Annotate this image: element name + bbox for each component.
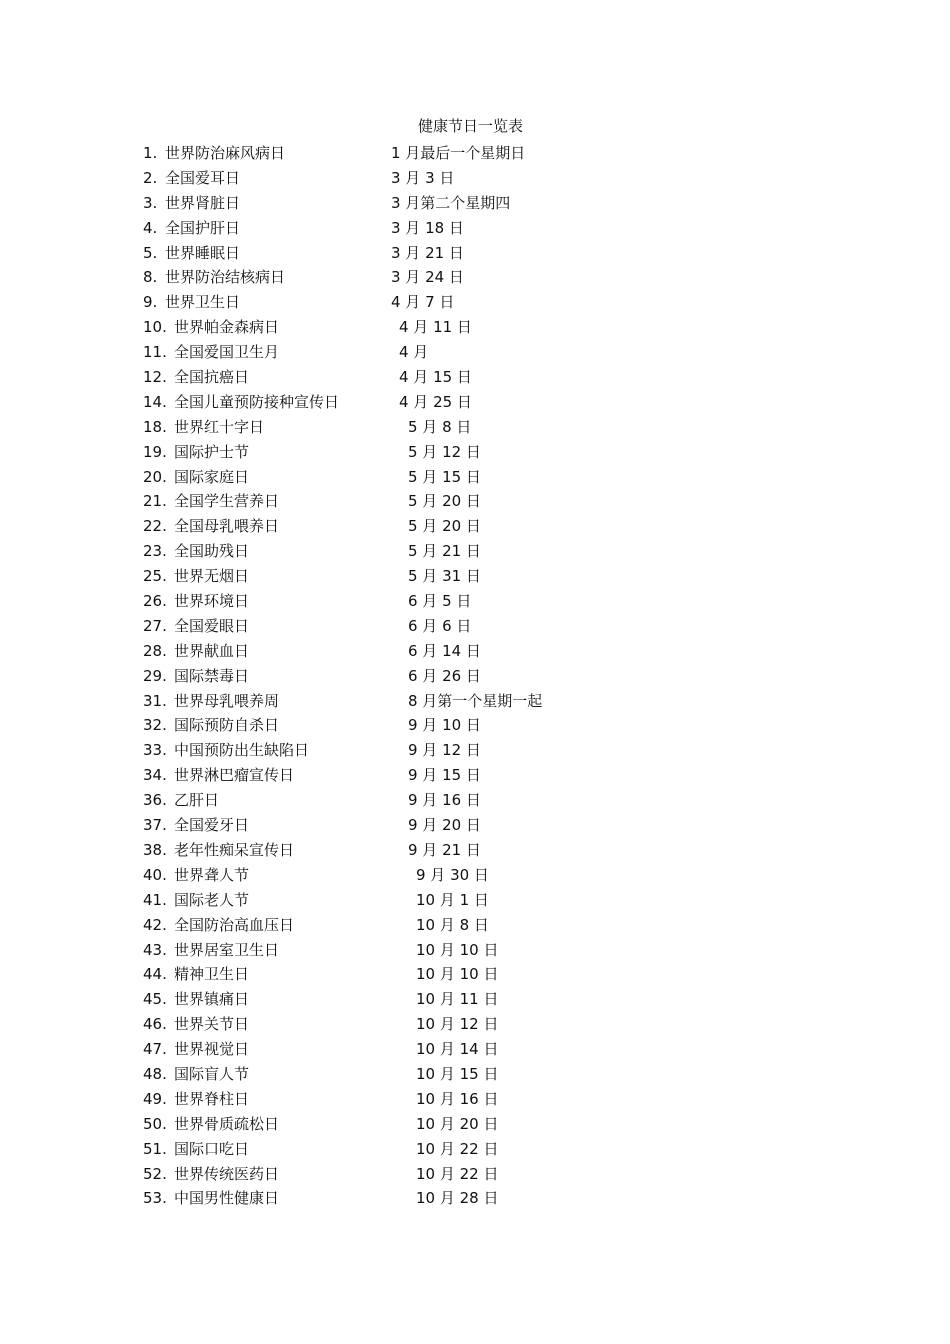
list-item-name: 世界传统医药日: [174, 1164, 280, 1183]
list-item: [143, 913, 843, 938]
list-item: [143, 340, 843, 365]
list-item: [143, 390, 843, 415]
list-item-date: 10 月 1 日: [416, 890, 489, 909]
list-item-name: 全国爱国卫生月: [174, 343, 280, 362]
list-item: [143, 938, 843, 963]
list-item: [143, 216, 843, 241]
list-item: [143, 713, 843, 738]
list-item-name: 国际禁毒日: [174, 666, 250, 685]
list-item: [143, 1062, 843, 1087]
list-item-number: 50.: [143, 1114, 167, 1133]
list-item-number: 38.: [143, 840, 167, 859]
list-item-date: 10 月 10 日: [416, 965, 499, 984]
list-item-number: 41.: [143, 890, 167, 909]
list-item-date: 5 月 31 日: [408, 567, 481, 586]
list-item-number: 20.: [143, 467, 167, 486]
list-item-date: 9 月 12 日: [408, 741, 481, 760]
list-item-name: 世界脊柱日: [174, 1089, 250, 1108]
list-item: [143, 489, 843, 514]
list-item-date: 3 月 3 日: [391, 168, 455, 187]
list-item-date: 4 月 7 日: [391, 293, 455, 312]
list-item: [143, 365, 843, 390]
list-item: [143, 788, 843, 813]
list-item-date: 10 月 22 日: [416, 1164, 499, 1183]
list-item-name: 世界肾脏日: [165, 193, 241, 212]
list-item-number: 8.: [143, 268, 158, 287]
list-item-number: 11.: [143, 343, 167, 362]
list-item: [143, 415, 843, 440]
list-item-date: 10 月 15 日: [416, 1064, 499, 1083]
list-item-date: 4 月 11 日: [399, 318, 472, 337]
list-item: [143, 888, 843, 913]
list-item-name: 世界无烟日: [174, 567, 250, 586]
list-item-date: 9 月 16 日: [408, 791, 481, 810]
list-item-name: 国际老人节: [174, 890, 250, 909]
list-item-name: 国际家庭日: [174, 467, 250, 486]
list-item-number: 32.: [143, 716, 167, 735]
list-item-number: 45.: [143, 990, 167, 1009]
list-item-date: 3 月 21 日: [391, 243, 464, 262]
list-item: [143, 639, 843, 664]
list-item-number: 53.: [143, 1189, 167, 1208]
list-item: [143, 440, 843, 465]
list-item: [143, 141, 843, 166]
list-item-name: 全国抗癌日: [174, 368, 250, 387]
list-item-date: 9 月 30 日: [416, 865, 489, 884]
list-item-number: 19.: [143, 442, 167, 461]
list-item: [143, 1162, 843, 1187]
list-item-number: 40.: [143, 865, 167, 884]
list-item-name: 国际口吃日: [174, 1139, 250, 1158]
list-item-name: 老年性痴呆宣传日: [174, 840, 295, 859]
list-item-name: 国际护士节: [174, 442, 250, 461]
list-item-date: 9 月 10 日: [408, 716, 481, 735]
list-item-name: 世界帕金森病日: [174, 318, 280, 337]
list-item-date: 3 月 24 日: [391, 268, 464, 287]
list-item: [143, 813, 843, 838]
list-item-name: 乙肝日: [174, 791, 220, 810]
list-item: [143, 1137, 843, 1162]
list-item-date: 10 月 11 日: [416, 990, 499, 1009]
list-item-date: 1 月最后一个星期日: [391, 144, 526, 162]
list-item-number: 18.: [143, 417, 167, 436]
list-item-date: 9 月 21 日: [408, 840, 481, 859]
list-item-date: 5 月 20 日: [408, 492, 481, 511]
list-item-date: 6 月 26 日: [408, 666, 481, 685]
list-item-date: 10 月 8 日: [416, 915, 489, 934]
list-item-date: 5 月 21 日: [408, 542, 481, 561]
list-item-date: 10 月 28 日: [416, 1189, 499, 1208]
list-item: [143, 1012, 843, 1037]
list-item-date: 5 月 12 日: [408, 442, 481, 461]
list-item: [143, 614, 843, 639]
list-item-date: 5 月 15 日: [408, 467, 481, 486]
list-item-number: 36.: [143, 791, 167, 810]
list-item-number: 28.: [143, 641, 167, 660]
list-item-number: 47.: [143, 1040, 167, 1059]
list-item-number: 49.: [143, 1089, 167, 1108]
list-item: [143, 863, 843, 888]
list-item-name: 全国爱眼日: [174, 616, 250, 635]
list-item-number: 43.: [143, 940, 167, 959]
list-item-name: 全国爱耳日: [165, 168, 241, 187]
list-item: [143, 465, 843, 490]
list-item-number: 2.: [143, 168, 158, 187]
list-item-number: 21.: [143, 492, 167, 511]
list-item-number: 46.: [143, 1015, 167, 1034]
list-item: [143, 738, 843, 763]
holiday-list: [143, 141, 843, 1211]
list-item-date: 6 月 14 日: [408, 641, 481, 660]
list-item: [143, 664, 843, 689]
list-item-date: 8 月第一个星期一起: [408, 691, 543, 710]
list-item-name: 世界聋人节: [174, 865, 250, 884]
list-item: [143, 564, 843, 589]
list-item-name: 世界睡眠日: [165, 243, 241, 262]
list-item: [143, 290, 843, 315]
list-item-name: 世界居室卫生日: [174, 940, 280, 959]
list-item-date: 10 月 14 日: [416, 1040, 499, 1059]
list-item: [143, 838, 843, 863]
list-item-number: 12.: [143, 368, 167, 387]
list-item: [143, 539, 843, 564]
list-item-number: 14.: [143, 392, 167, 411]
list-item-number: 25.: [143, 567, 167, 586]
list-item-number: 9.: [143, 293, 158, 312]
list-item-name: 全国儿童预防接种宣传日: [174, 392, 340, 411]
list-item-name: 世界红十字日: [174, 417, 265, 436]
list-item-number: 27.: [143, 616, 167, 635]
list-item: [143, 514, 843, 539]
list-item-name: 中国预防出生缺陷日: [174, 741, 310, 760]
list-item-number: 33.: [143, 741, 167, 760]
list-item-name: 世界防治麻风病日: [165, 144, 286, 162]
list-item-date: 9 月 15 日: [408, 766, 481, 785]
list-item-name: 世界镇痛日: [174, 990, 250, 1009]
list-item: [143, 315, 843, 340]
list-item: [143, 1087, 843, 1112]
list-item-number: 23.: [143, 542, 167, 561]
document-title: 健康节日一览表: [418, 117, 524, 135]
list-item-number: 51.: [143, 1139, 167, 1158]
list-item: [143, 987, 843, 1012]
list-item-name: 国际预防自杀日: [174, 716, 280, 735]
list-item-date: 6 月 6 日: [408, 616, 472, 635]
list-item-number: 22.: [143, 517, 167, 536]
list-item-date: 5 月 20 日: [408, 517, 481, 536]
list-item-number: 48.: [143, 1064, 167, 1083]
list-item-date: 3 月第二个星期四: [391, 193, 511, 212]
list-item: [143, 763, 843, 788]
list-item-date: 3 月 18 日: [391, 218, 464, 237]
list-item-number: 44.: [143, 965, 167, 984]
list-item-number: 29.: [143, 666, 167, 685]
list-item: [143, 962, 843, 987]
list-item-name: 全国护肝日: [165, 218, 241, 237]
list-item-name: 世界献血日: [174, 641, 250, 660]
list-item-name: 世界卫生日: [165, 293, 241, 312]
list-item-date: 4 月 25 日: [399, 392, 472, 411]
list-item-number: 4.: [143, 218, 158, 237]
list-item-name: 世界淋巴瘤宣传日: [174, 766, 295, 785]
list-item-name: 国际盲人节: [174, 1064, 250, 1083]
list-item-name: 中国男性健康日: [174, 1189, 280, 1208]
list-item-name: 全国防治高血压日: [174, 915, 295, 934]
list-item-number: 34.: [143, 766, 167, 785]
list-item-number: 52.: [143, 1164, 167, 1183]
list-item: [143, 166, 843, 191]
list-item: [143, 191, 843, 216]
list-item-name: 世界防治结核病日: [165, 268, 286, 287]
list-item-number: 10.: [143, 318, 167, 337]
list-item: [143, 241, 843, 266]
list-item-number: 3.: [143, 193, 158, 212]
list-item-number: 31.: [143, 691, 167, 710]
list-item-date: 5 月 8 日: [408, 417, 472, 436]
list-item-date: 10 月 10 日: [416, 940, 499, 959]
list-item-name: 世界关节日: [174, 1015, 250, 1034]
list-item-name: 全国学生营养日: [174, 492, 280, 511]
list-item-number: 26.: [143, 592, 167, 611]
list-item-number: 5.: [143, 243, 158, 262]
list-item-name: 全国爱牙日: [174, 816, 250, 835]
list-item: [143, 1112, 843, 1137]
list-item-name: 世界视觉日: [174, 1040, 250, 1059]
list-item-date: 10 月 12 日: [416, 1015, 499, 1034]
list-item-name: 世界环境日: [174, 592, 250, 611]
list-item: [143, 689, 843, 714]
list-item-date: 4 月 15 日: [399, 368, 472, 387]
list-item-date: 6 月 5 日: [408, 592, 472, 611]
list-item-date: 4 月: [399, 343, 429, 362]
list-item: [143, 589, 843, 614]
list-item-date: 9 月 20 日: [408, 816, 481, 835]
list-item: [143, 265, 843, 290]
list-item-date: 10 月 20 日: [416, 1114, 499, 1133]
list-item-date: 10 月 22 日: [416, 1139, 499, 1158]
list-item-number: 42.: [143, 915, 167, 934]
list-item-name: 精神卫生日: [174, 965, 250, 984]
list-item-date: 10 月 16 日: [416, 1089, 499, 1108]
list-item-name: 全国母乳喂养日: [174, 517, 280, 536]
list-item-number: 1.: [143, 144, 158, 162]
list-item: [143, 1186, 843, 1211]
list-item: [143, 1037, 843, 1062]
list-item-name: 全国助残日: [174, 542, 250, 561]
list-item-number: 37.: [143, 816, 167, 835]
list-item-name: 世界骨质疏松日: [174, 1114, 280, 1133]
list-item-name: 世界母乳喂养周: [174, 691, 280, 710]
